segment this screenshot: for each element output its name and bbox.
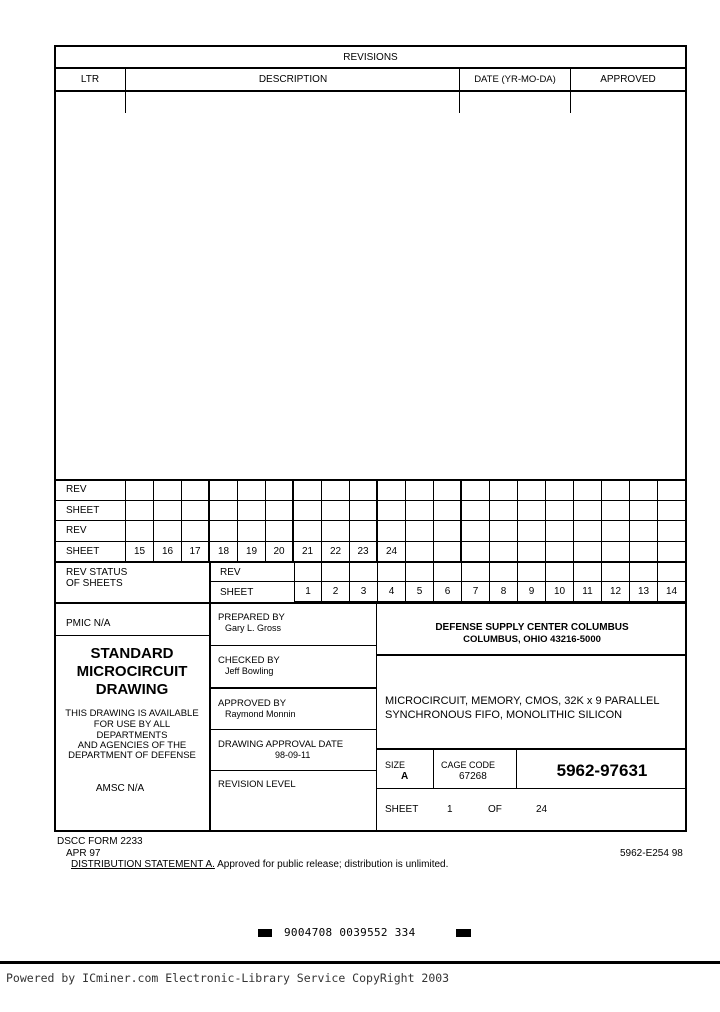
grid-cell (602, 542, 630, 563)
grid-cell (210, 480, 238, 501)
grid-cell (406, 542, 434, 563)
agency-address: COLUMBUS, OHIO 43216-5000 (463, 634, 601, 645)
document-code: 5962-E254 98 (620, 848, 683, 859)
grid-cell (154, 480, 182, 501)
grid-cell (350, 501, 378, 522)
revisions-title: REVISIONS (343, 52, 398, 63)
sheet-of-label: OF (488, 804, 502, 815)
revisions-col-description: DESCRIPTION (258, 74, 328, 85)
barcode-text: 9004708 0039552 334 (284, 926, 416, 939)
rev-status-sheet-cell: 5 (406, 582, 434, 602)
rev-status-rev-cell (406, 562, 434, 582)
rev-status-rev-cell (602, 562, 630, 582)
rev-status-sheet-cell: 3 (350, 582, 378, 602)
grid-cell (182, 521, 210, 542)
sheet-number: 1 (447, 804, 453, 815)
grid-cell (546, 521, 574, 542)
grid-cell: 17 (182, 542, 210, 563)
grid-row-label: REV (54, 521, 126, 542)
drawing-number: 5962-97631 (556, 761, 648, 780)
rev-status-rev-cell (546, 562, 574, 582)
revisions-col-date: DATE (YR-MO-DA) (474, 74, 556, 85)
rev-status-rev-label: REV (220, 567, 241, 578)
availability-line: DEPARTMENTS (96, 730, 168, 741)
grid-cell (434, 542, 462, 563)
grid-cell (238, 501, 266, 522)
grid-cell: 20 (266, 542, 294, 563)
grid-cell (490, 480, 518, 501)
distribution-label: DISTRIBUTION STATEMENT A. (71, 859, 215, 870)
grid-cell (294, 521, 322, 542)
grid-cell (602, 501, 630, 522)
grid-cell (322, 521, 350, 542)
rev-status-rev-cell (490, 562, 518, 582)
sheet-total: 24 (536, 804, 548, 815)
sheet-label: SHEET (385, 804, 419, 815)
grid-cell (518, 501, 546, 522)
availability-line: FOR USE BY ALL (93, 719, 171, 730)
grid-cell (210, 501, 238, 522)
grid-cell (602, 521, 630, 542)
rev-status-rev-cell (658, 562, 686, 582)
grid-cell (322, 480, 350, 501)
availability-line: THIS DRAWING IS AVAILABLE (65, 708, 199, 719)
checked-by-name: Jeff Bowling (225, 666, 274, 676)
grid-cell (518, 521, 546, 542)
rev-status-sheet-cell: 6 (434, 582, 462, 602)
rev-status-rev-cell (434, 562, 462, 582)
grid-cell (434, 521, 462, 542)
rev-status-label-2: OF SHEETS (66, 578, 123, 589)
approval-date-label: DRAWING APPROVAL DATE (218, 739, 344, 750)
pmic-label: PMIC N/A (66, 618, 111, 629)
rev-status-rev-cell (630, 562, 658, 582)
grid-cell: 22 (322, 542, 350, 563)
grid-cell (434, 480, 462, 501)
grid-cell (126, 501, 154, 522)
rev-status-sheet-cell: 9 (518, 582, 546, 602)
grid-cell (518, 542, 546, 563)
size-value: A (401, 771, 409, 782)
grid-cell (462, 480, 490, 501)
grid-cell (630, 542, 658, 563)
powered-by-text: Powered by ICminer.com Electronic-Library Service CopyRight 2003 (6, 971, 450, 985)
grid-cell (462, 521, 490, 542)
grid-cell (266, 480, 294, 501)
grid-cell (658, 542, 686, 563)
grid-cell (350, 521, 378, 542)
grid-cell (546, 501, 574, 522)
revisions-col-ltr: LTR (80, 74, 100, 85)
grid-cell (126, 480, 154, 501)
bottom-rule (0, 961, 720, 964)
size-label: SIZE (385, 760, 406, 770)
grid-cell (406, 501, 434, 522)
rev-status-rev-cell (518, 562, 546, 582)
approved-by-name: Raymond Monnin (225, 709, 296, 719)
grid-row-label: REV (54, 480, 126, 501)
drawing-description-2: SYNCHRONOUS FIFO, MONOLITHIC SILICON (385, 709, 623, 721)
amsc-label: AMSC N/A (95, 783, 145, 794)
standard-title-1: STANDARD (90, 645, 174, 662)
grid-cell (378, 501, 406, 522)
grid-cell (490, 542, 518, 563)
prepared-by-name: Gary L. Gross (225, 623, 282, 633)
barcode-block-left (258, 929, 272, 937)
grid-cell (378, 480, 406, 501)
checked-by-label: CHECKED BY (218, 655, 280, 666)
cage-code-value: 67268 (459, 771, 487, 782)
grid-cell (462, 501, 490, 522)
grid-cell (574, 542, 602, 563)
grid-cell (574, 521, 602, 542)
distribution-statement (71, 859, 448, 870)
grid-cell (658, 480, 686, 501)
grid-cell: 24 (378, 542, 406, 563)
rev-status-sheet-cell: 7 (462, 582, 490, 602)
form-date: APR 97 (66, 848, 101, 859)
drawing-description-1: MICROCIRCUIT, MEMORY, CMOS, 32K x 9 PARALLEL (385, 695, 660, 707)
grid-cell (294, 501, 322, 522)
rev-status-sheet-cell: 4 (378, 582, 406, 602)
grid-cell (154, 521, 182, 542)
grid-cell (266, 501, 294, 522)
grid-cell (406, 521, 434, 542)
grid-cell (322, 501, 350, 522)
grid-cell (574, 480, 602, 501)
rev-status-sheet-cell: 11 (574, 582, 602, 602)
grid-cell (434, 501, 462, 522)
revision-level-label: REVISION LEVEL (218, 779, 296, 790)
rev-status-rev-cell (574, 562, 602, 582)
grid-row-label: SHEET (54, 501, 126, 522)
grid-cell (154, 501, 182, 522)
prepared-by-label: PREPARED BY (218, 612, 285, 623)
approved-by-label: APPROVED BY (218, 698, 287, 709)
rev-status-sheet-cell: 8 (490, 582, 518, 602)
revisions-col-approved: APPROVED (600, 74, 656, 85)
standard-title-2: MICROCIRCUIT (76, 663, 188, 680)
grid-row-label: SHEET (54, 542, 126, 563)
grid-cell (658, 521, 686, 542)
grid-cell (574, 501, 602, 522)
approval-date-value: 98-09-11 (275, 750, 311, 760)
rev-status-label: REV STATUS (66, 567, 128, 578)
grid-cell (238, 480, 266, 501)
distribution-text: Approved for public release; distribution is unlimited. (217, 859, 449, 870)
rev-status-rev-cell (378, 562, 406, 582)
grid-cell (182, 480, 210, 501)
grid-cell (406, 480, 434, 501)
rev-status-sheet-cell: 10 (546, 582, 574, 602)
grid-cell: 15 (126, 542, 154, 563)
grid-cell (378, 521, 406, 542)
rev-status-rev-cell (322, 562, 350, 582)
rev-status-sheet-cell: 14 (658, 582, 686, 602)
grid-cell (630, 521, 658, 542)
rev-status-sheet-cell: 12 (602, 582, 630, 602)
rev-status-sheet-cell: 2 (322, 582, 350, 602)
grid-cell (518, 480, 546, 501)
grid-cell (266, 521, 294, 542)
grid-cell (490, 521, 518, 542)
grid-cell: 16 (154, 542, 182, 563)
grid-cell (546, 542, 574, 563)
rev-status-rev-cell (350, 562, 378, 582)
grid-cell (462, 542, 490, 563)
form-number: DSCC FORM 2233 (57, 836, 143, 847)
grid-cell: 19 (238, 542, 266, 563)
availability-line: DEPARTMENT OF DEFENSE (68, 750, 196, 761)
grid-cell (210, 521, 238, 542)
grid-cell: 18 (210, 542, 238, 563)
grid-cell (546, 480, 574, 501)
grid-cell (490, 501, 518, 522)
grid-cell (630, 480, 658, 501)
grid-cell (182, 501, 210, 522)
rev-status-sheet-cell: 13 (630, 582, 658, 602)
grid-cell: 23 (350, 542, 378, 563)
grid-cell: 21 (294, 542, 322, 563)
grid-cell (658, 501, 686, 522)
grid-cell (602, 480, 630, 501)
standard-title-3: DRAWING (95, 681, 169, 698)
availability-line: AND AGENCIES OF THE (77, 740, 187, 751)
cage-code-label: CAGE CODE (441, 760, 496, 770)
grid-cell (126, 521, 154, 542)
barcode-block-right (456, 929, 471, 937)
grid-cell (350, 480, 378, 501)
rev-status-rev-cell (462, 562, 490, 582)
rev-status-sheet-label: SHEET (220, 587, 254, 598)
agency-name: DEFENSE SUPPLY CENTER COLUMBUS (435, 622, 629, 633)
rev-status-rev-cell (294, 562, 322, 582)
grid-cell (238, 521, 266, 542)
rev-status-sheet-cell: 1 (294, 582, 322, 602)
revisions-body (56, 92, 685, 478)
grid-cell (630, 501, 658, 522)
grid-cell (294, 480, 322, 501)
